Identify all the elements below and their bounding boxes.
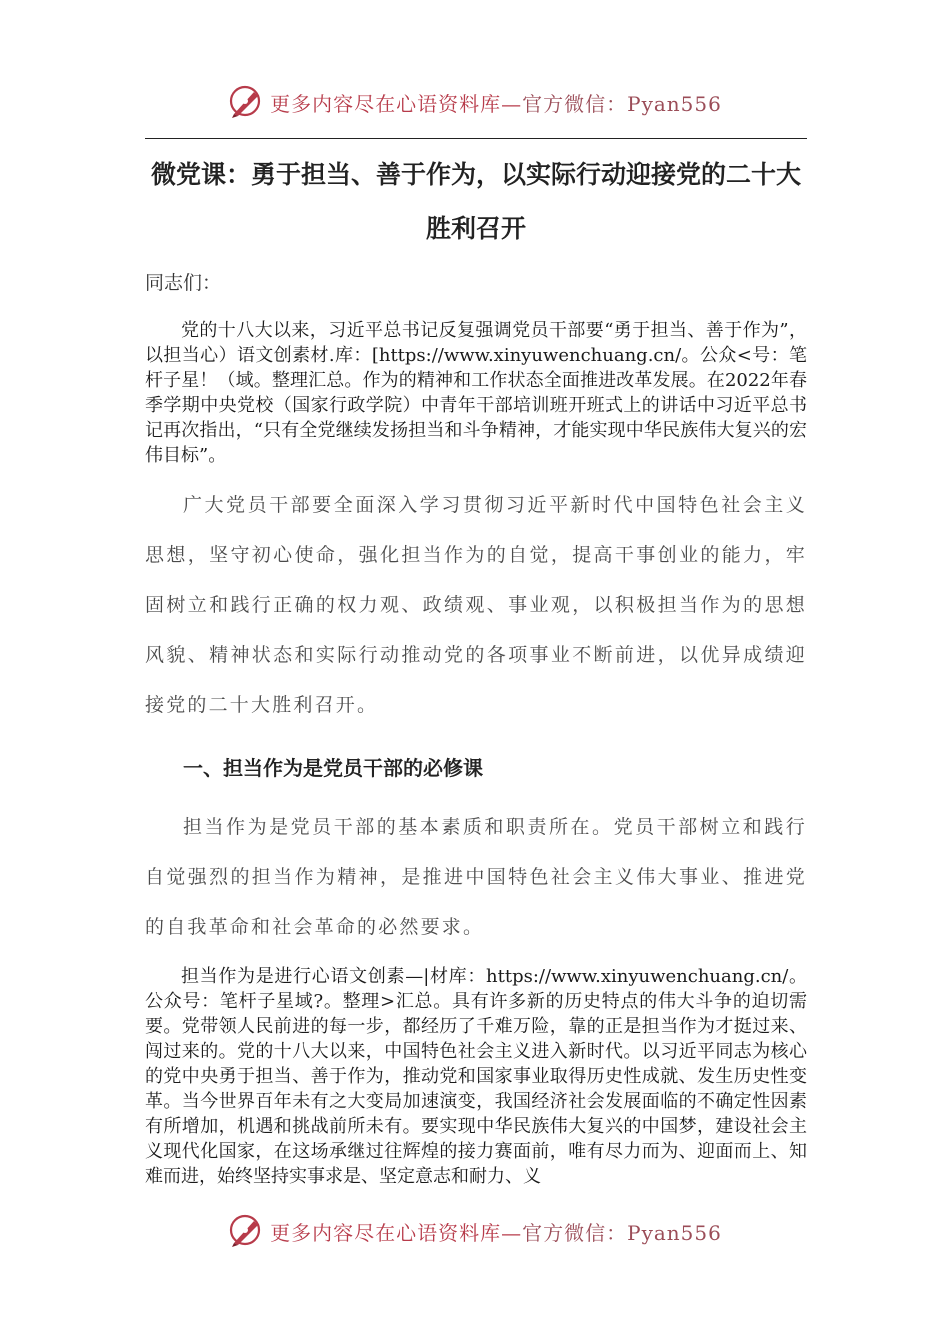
header-banner: [0, 78, 950, 126]
paragraph-4: 担当作为是进行心语文创素—|材库：https://www.xinyuwenchuang.cn/。公众号：笔杆子星域?。整理>汇总。具有许多新的历史特点的伟大斗争的迫切需要。党带领人民前进的每一步，都经历了千难万险，靠的正是担当作为才挺过来、闯过来的。党的十八大以来，中国特色社会主义进入新时代。以习近平同志为核心的党中央勇于担当、善于作为，推动党和国家事业取得历史性成就、发生历史性变革。当今世界百年未有之大变局加速演变，我国经济社会发展面临的不确定性因素有所增加，机遇和挑战前所未有。要实现中华民族伟大复兴的中国梦，建设社会主义现代化国家，在这场承继过往辉煌的接力赛面前，唯有尽力而为、迎面而上、知难而进，始终坚持实事求是、坚定意志和耐力、义: [145, 966, 807, 1187]
pen-logo-icon: [228, 84, 264, 120]
banner-text: 更多内容尽在心语资料库—: [270, 91, 523, 116]
document-title: 微党课：勇于担当、善于作为，以实际行动迎接党的二十大胜利召开: [150, 160, 801, 243]
banner-wechat: 官方微信：Pyan556: [522, 1220, 722, 1245]
greeting: 同志们：: [145, 272, 222, 294]
paragraph-1: 党的十八大以来，习近平总书记反复强调党员干部要“勇于担当、善于作为”，以担当心）语文创素材.库：[https://www.xinyuwenchuang.cn/。公众<号：笔杆子星！（域。整理汇总。作为的精神和工作状态全面推进改革发展。在2022年春季学期中央党校（国家行政学院）中青年干部培训班开班式上的讲话中习近平总书记再次指出，“只有全党继续发扬担当和斗争精神，才能实现中华民族伟大复兴的宏伟目标”。: [145, 320, 807, 466]
header-divider: [145, 138, 807, 139]
banner-text: 更多内容尽在心语资料库—: [270, 1220, 523, 1245]
paragraph-3: 担当作为是党员干部的基本素质和职责所在。党员干部树立和践行自觉强烈的担当作为精神，是推进中国特色社会主义伟大事业、推进党的自我革命和社会革命的必然要求。: [145, 816, 807, 938]
pen-logo-icon: [228, 1213, 264, 1249]
footer-banner: [0, 1207, 950, 1255]
paragraph-2: 广大党员干部要全面深入学习贯彻习近平新时代中国特色社会主义思想，坚守初心使命，强化担当作为的自觉，提高干事创业的能力，牢固树立和践行正确的权力观、政绩观、事业观，以积极担当作为的思想风貌、精神状态和实际行动推动党的各项事业不断前进，以优异成绩迎接党的二十大胜利召开。: [145, 494, 807, 716]
banner-wechat: 官方微信：Pyan556: [522, 91, 722, 116]
section-heading-1: 一、担当作为是党员干部的必修课: [183, 756, 483, 780]
